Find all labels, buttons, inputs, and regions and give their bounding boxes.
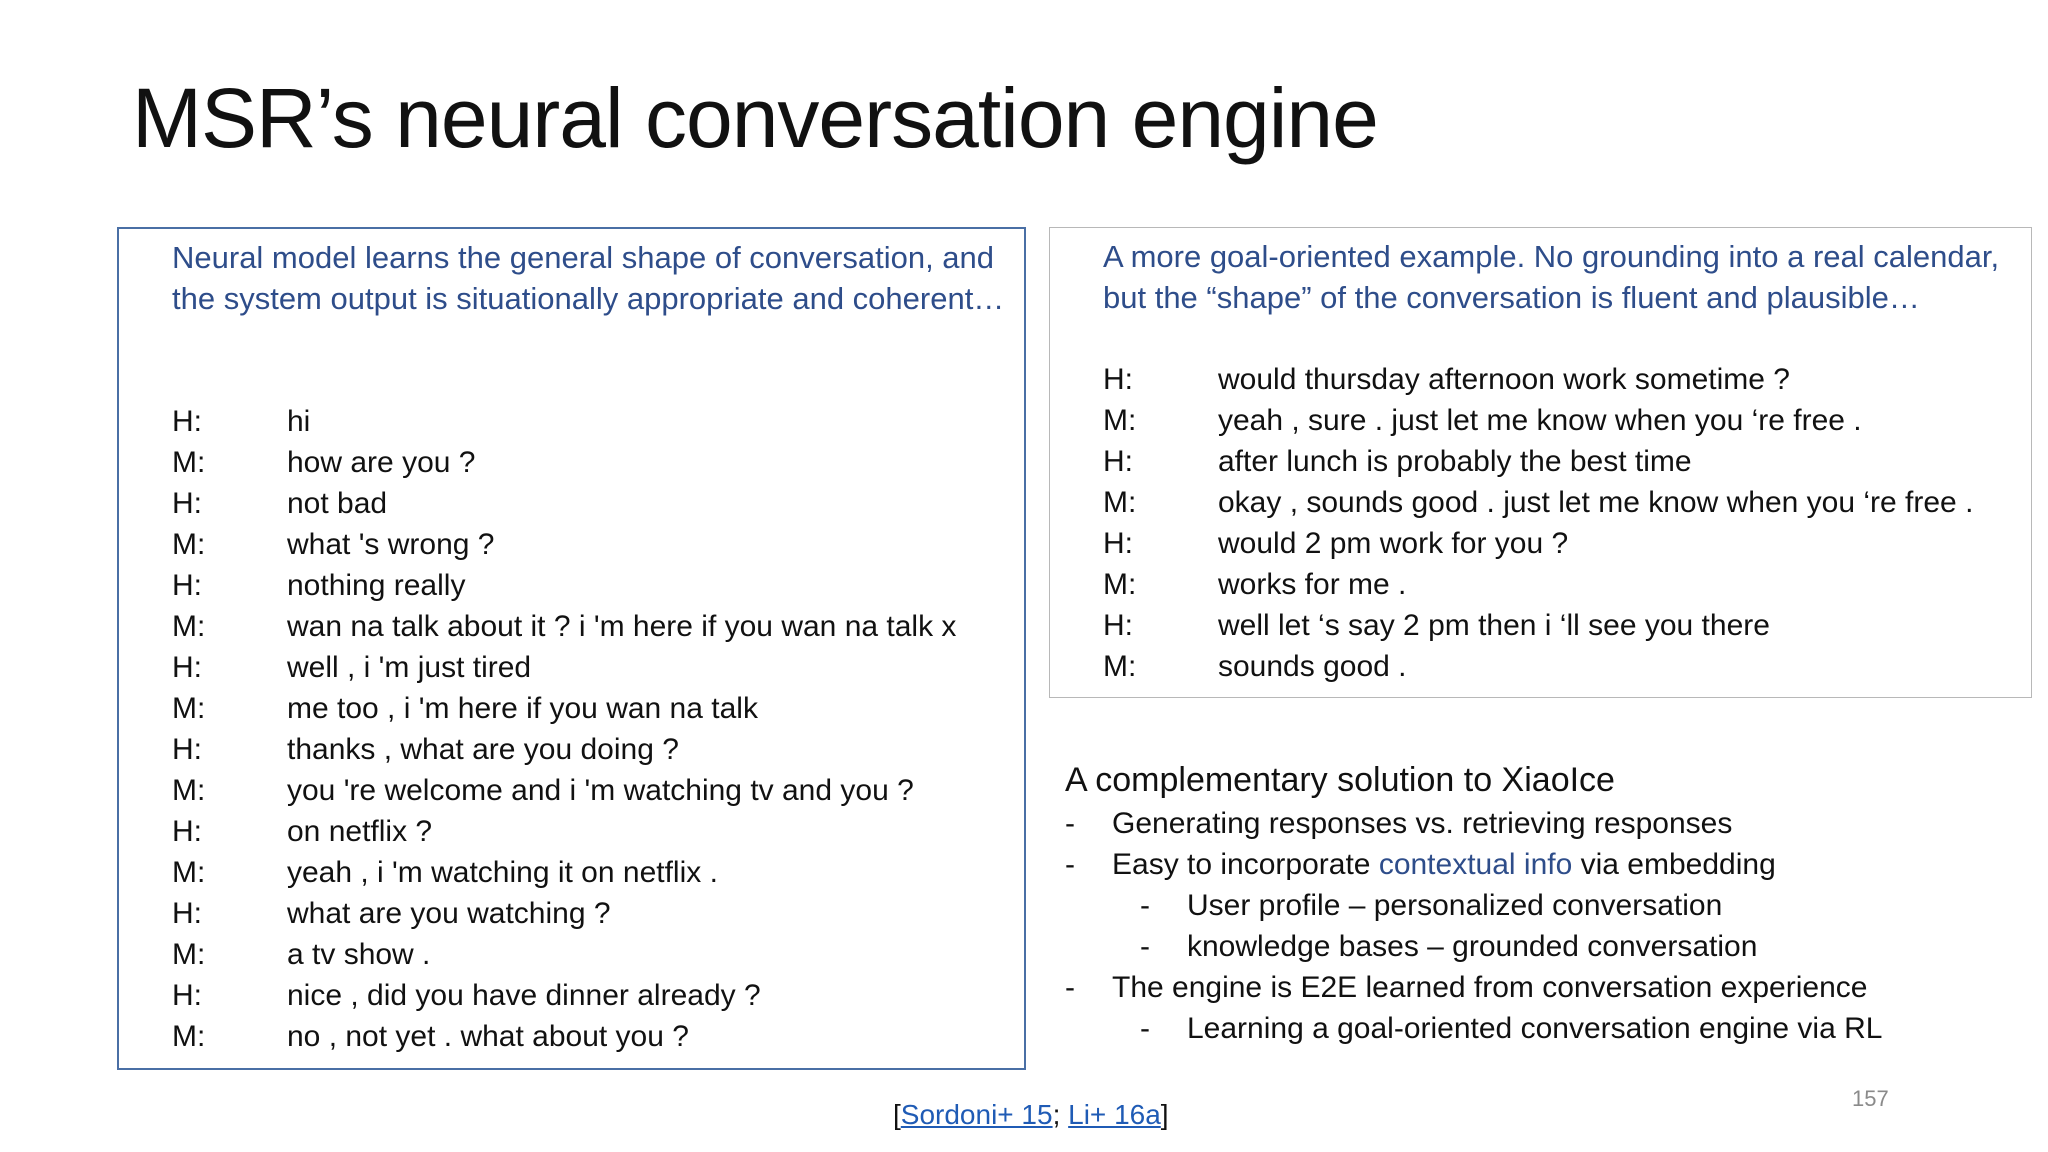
citation-link-li[interactable]: Li+ 16a bbox=[1068, 1099, 1161, 1130]
dialog-line bbox=[1103, 441, 1973, 482]
utterance: nice , did you have dinner already ? bbox=[287, 979, 761, 1012]
utterance: works for me . bbox=[1218, 568, 1407, 601]
utterance: after lunch is probably the best time bbox=[1218, 445, 1692, 478]
bullet-item bbox=[1065, 967, 2025, 1008]
citation-separator: ; bbox=[1052, 1099, 1069, 1130]
citation bbox=[893, 1099, 1169, 1131]
utterance: would 2 pm work for you ? bbox=[1218, 527, 1569, 560]
dialog-line bbox=[172, 770, 956, 811]
right-example-panel bbox=[1049, 227, 2032, 698]
utterance: okay , sounds good . just let me know when you ‘re free . bbox=[1218, 486, 1974, 519]
slide-title: MSR’s neural conversation engine bbox=[132, 71, 1378, 165]
speaker-label: H: bbox=[172, 569, 202, 602]
bullet-dash: - bbox=[1065, 971, 1075, 1004]
speaker-label: H: bbox=[172, 979, 202, 1012]
dialog-line bbox=[172, 975, 956, 1016]
dialog-line bbox=[1103, 482, 1973, 523]
right-panel-intro: A more goal-oriented example. No grounding into a real calendar, but the “shape” of the conversation is fluent and plausible… bbox=[1103, 239, 2000, 315]
bullet-text bbox=[1112, 844, 1776, 885]
sub-bullet-item bbox=[1065, 926, 2025, 967]
left-panel-intro: Neural model learns the general shape of conversation, and the system output is situationally appropriate and coherent… bbox=[172, 240, 1005, 316]
dialog-line bbox=[172, 934, 956, 975]
dialog-line bbox=[1103, 605, 1973, 646]
speaker-label: M: bbox=[1103, 568, 1137, 601]
bullet-dash: - bbox=[1065, 807, 1075, 840]
speaker-label: M: bbox=[172, 938, 206, 971]
dialog-line bbox=[172, 606, 956, 647]
citation-open-bracket: [ bbox=[893, 1099, 901, 1130]
utterance: no , not yet . what about you ? bbox=[287, 1020, 689, 1053]
speaker-label: H: bbox=[172, 651, 202, 684]
speaker-label: H: bbox=[172, 897, 202, 930]
dialog-line bbox=[172, 893, 956, 934]
utterance: would thursday afternoon work sometime ? bbox=[1218, 363, 1790, 396]
dialog-line bbox=[1103, 646, 1973, 687]
utterance: wan na talk about it ? i 'm here if you wan na talk x bbox=[287, 610, 957, 643]
dialog-line bbox=[172, 852, 956, 893]
utterance: what are you watching ? bbox=[287, 897, 611, 930]
dialog-line bbox=[172, 688, 956, 729]
sub-bullet-item bbox=[1065, 885, 2025, 926]
bullet-dash: - bbox=[1140, 930, 1150, 963]
speaker-label: M: bbox=[1103, 486, 1137, 519]
speaker-label: H: bbox=[1103, 527, 1133, 560]
dialog-line bbox=[172, 729, 956, 770]
bullet-text-pre: Easy to incorporate bbox=[1112, 848, 1379, 881]
speaker-label: M: bbox=[172, 692, 206, 725]
bullet-text: Learning a goal-oriented conversation engine via RL bbox=[1187, 1012, 1883, 1045]
utterance: yeah , sure . just let me know when you ‘re free . bbox=[1218, 404, 1862, 437]
speaker-label: M: bbox=[1103, 650, 1137, 683]
utterance: how are you ? bbox=[287, 446, 476, 479]
bullet-text-post: via embedding bbox=[1572, 848, 1776, 881]
speaker-label: M: bbox=[172, 446, 206, 479]
dialog-line bbox=[1103, 359, 1973, 400]
utterance: thanks , what are you doing ? bbox=[287, 733, 679, 766]
speaker-label: M: bbox=[172, 1020, 206, 1053]
right-dialog-list bbox=[1103, 359, 1973, 687]
utterance: me too , i 'm here if you wan na talk bbox=[287, 692, 758, 725]
dialog-line bbox=[172, 442, 956, 483]
dialog-line bbox=[172, 1016, 956, 1057]
bullet-dash: - bbox=[1140, 889, 1150, 922]
dialog-line bbox=[172, 811, 956, 852]
bullet-text-highlight: contextual info bbox=[1378, 848, 1573, 881]
utterance: on netflix ? bbox=[287, 815, 433, 848]
speaker-label: H: bbox=[172, 733, 202, 766]
dialog-line bbox=[172, 401, 956, 442]
utterance: not bad bbox=[287, 487, 388, 520]
utterance: a tv show . bbox=[287, 938, 431, 971]
utterance: well , i 'm just tired bbox=[287, 651, 532, 684]
utterance: nothing really bbox=[287, 569, 466, 602]
speaker-label: H: bbox=[1103, 445, 1133, 478]
page-number: 157 bbox=[1852, 1086, 1889, 1111]
left-dialog-list bbox=[172, 401, 956, 1057]
utterance: you 're welcome and i 'm watching tv and you ? bbox=[287, 774, 914, 807]
speaker-label: M: bbox=[172, 610, 206, 643]
dialog-line bbox=[1103, 400, 1973, 441]
dialog-line bbox=[172, 565, 956, 606]
utterance: what 's wrong ? bbox=[287, 528, 495, 561]
utterance: sounds good . bbox=[1218, 650, 1407, 683]
speaker-label: H: bbox=[1103, 363, 1133, 396]
speaker-label: H: bbox=[172, 487, 202, 520]
dialog-line bbox=[172, 524, 956, 565]
speaker-label: M: bbox=[172, 856, 206, 889]
bullet-text: knowledge bases – grounded conversation bbox=[1187, 930, 1758, 963]
bullet-text: The engine is E2E learned from conversation experience bbox=[1112, 971, 1868, 1004]
bullet-text: Generating responses vs. retrieving responses bbox=[1112, 807, 1733, 840]
bullet-dash: - bbox=[1065, 848, 1075, 881]
speaker-label: H: bbox=[1103, 609, 1133, 642]
speaker-label: M: bbox=[172, 774, 206, 807]
utterance: yeah , i 'm watching it on netflix . bbox=[287, 856, 718, 889]
dialog-line bbox=[1103, 564, 1973, 605]
notes-heading: A complementary solution to XiaoIce bbox=[1065, 761, 1615, 799]
dialog-line bbox=[172, 647, 956, 688]
speaker-label: H: bbox=[172, 815, 202, 848]
bullet-item bbox=[1065, 844, 2025, 885]
left-example-panel bbox=[117, 227, 1026, 1070]
sub-bullet-item bbox=[1065, 1008, 2025, 1049]
bullet-text: User profile – personalized conversation bbox=[1187, 889, 1723, 922]
speaker-label: M: bbox=[172, 528, 206, 561]
dialog-line bbox=[1103, 523, 1973, 564]
bullet-item bbox=[1065, 803, 2025, 844]
utterance: well let ‘s say 2 pm then i ‘ll see you there bbox=[1218, 609, 1770, 642]
speaker-label: H: bbox=[172, 405, 202, 438]
citation-close-bracket: ] bbox=[1160, 1099, 1169, 1130]
speaker-label: M: bbox=[1103, 404, 1137, 437]
dialog-line bbox=[172, 483, 956, 524]
bullet-dash: - bbox=[1140, 1012, 1150, 1045]
summary-notes bbox=[1065, 757, 2025, 1049]
citation-link-sordoni[interactable]: Sordoni+ 15 bbox=[900, 1099, 1053, 1130]
utterance: hi bbox=[287, 405, 311, 438]
